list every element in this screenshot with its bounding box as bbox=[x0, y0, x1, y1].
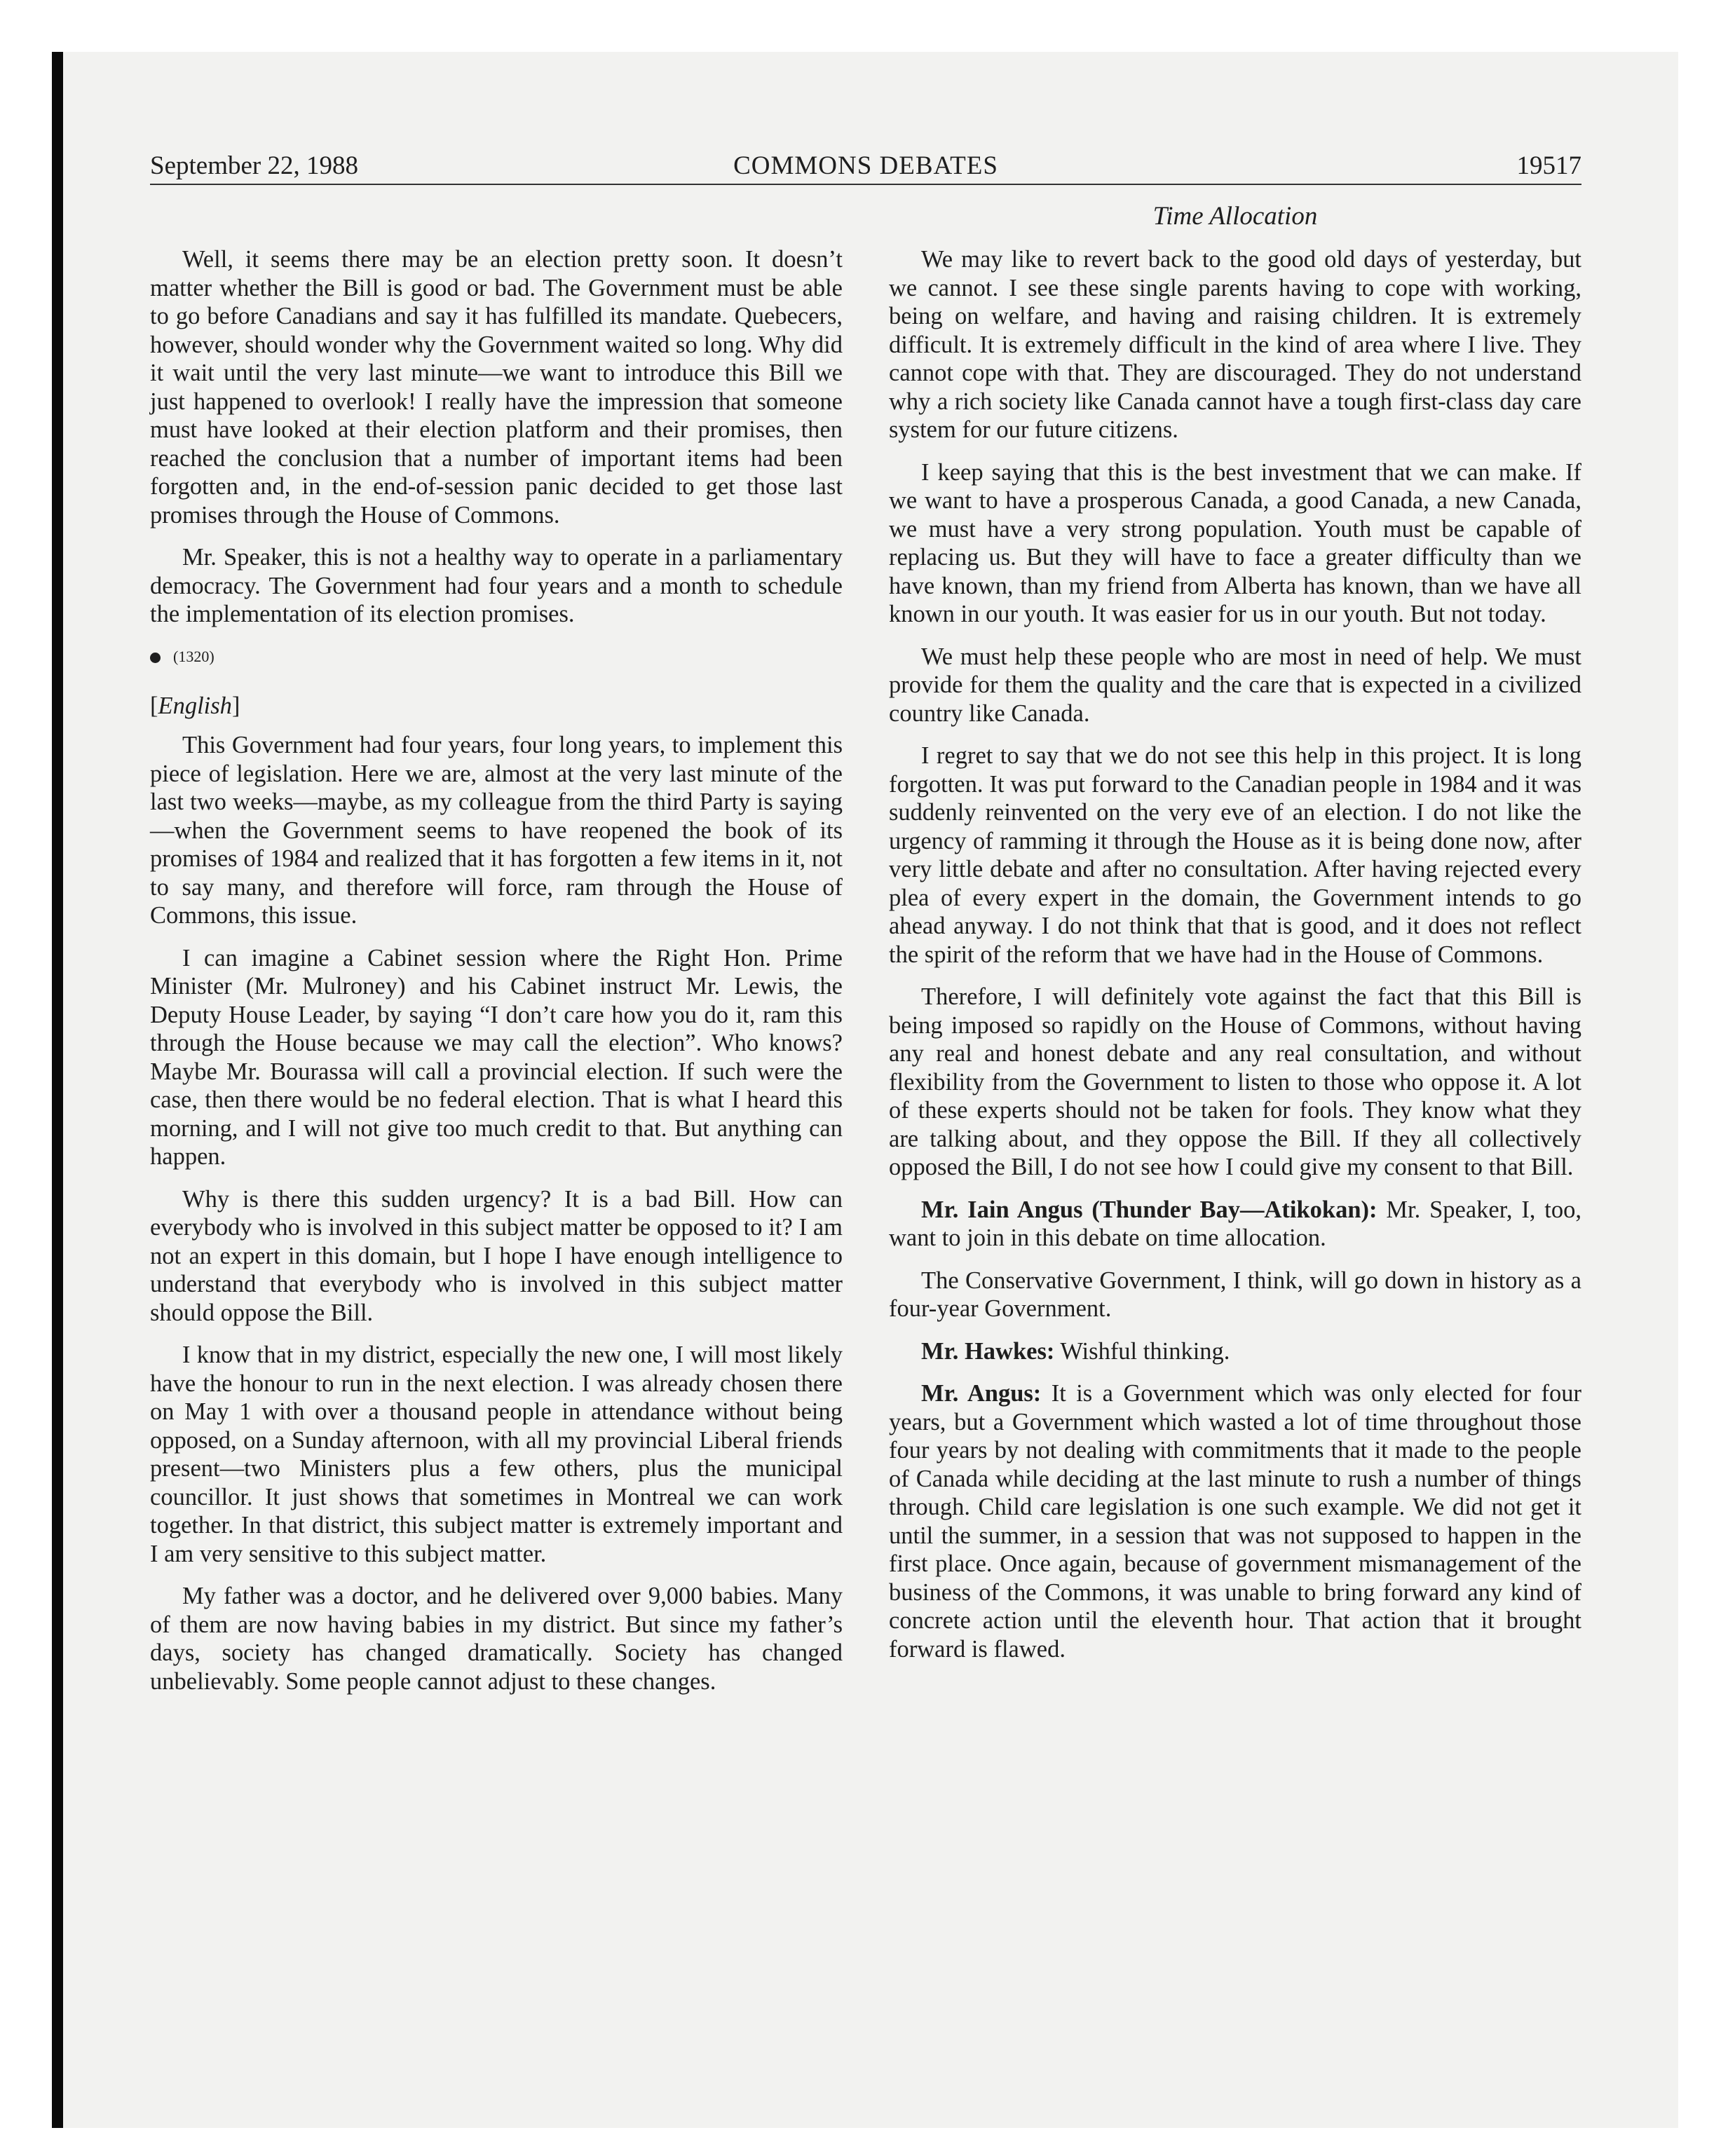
paragraph: The Conservative Government, I think, will go down in history as a four-year Government. bbox=[889, 1267, 1581, 1322]
language-tag: [English] bbox=[150, 692, 240, 719]
paragraph: We must help these people who are most in need of help. We must provide for them the quality and the care that is expected in a civilized country like Canada. bbox=[889, 643, 1581, 727]
page-number: 19517 bbox=[1516, 151, 1581, 180]
speech-text: Wishful thinking. bbox=[1054, 1337, 1230, 1365]
paragraph: Therefore, I will definitely vote against the fact that this Bill is being imposed so rapidly on the House of Commons, without having any real and honest debate and any real consultation, and without flexibility from the Government to listen to those who oppose it. A lot of these experts should not be taken for fools. They know what they are talking about, and they oppose the Bill. If they all collectively opposed the Bill, I do not see how I could give my consent to that Bill. bbox=[889, 983, 1581, 1180]
time-marker bbox=[150, 643, 843, 671]
publication-title: COMMONS DEBATES bbox=[733, 151, 998, 180]
speech-paragraph bbox=[889, 1196, 1581, 1253]
speaker-name: Mr. Iain Angus (Thunder Bay—Atikokan): bbox=[921, 1196, 1377, 1223]
paragraph: Well, it seems there may be an election pretty soon. It doesn’t matter whether the Bill is good or bad. The Government must be able to go before Canadians and say it has fulfilled its mandate. Quebecers, however, should wonder why the Government waited so long. Why did it wait until the very last minute—we want to introduce this Bill we just happened to overlook! I really have the impression that someone must have looked at their election platform and their promises, then reached the conclusion that a number of important items had been forgotten and, in the end-of-session panic decided to get those last promises through the House of Commons. bbox=[150, 246, 843, 528]
bullet-icon bbox=[150, 653, 161, 663]
paragraph: I keep saying that this is the best investment that we can make. If we want to have a prosperous Canada, a good Canada, a new Canada, we must have a very strong population. Youth must be capable of replacing us. But they will have to face a greater difficulty than we have known, than my friend from Alberta has known, than we have all known in our youth. It was easier for us in our youth. But not today. bbox=[889, 458, 1581, 627]
paragraph: We may like to revert back to the good old days of yesterday, but we cannot. I see these single parents having to cope with working, being on welfare, and having and raising children. It is extremely difficult. It is extremely difficult in the kind of area where I live. They cannot cope with that. They are discouraged. They do not understand why a rich society like Canada cannot have a tough first-class day care system for our future citizens. bbox=[889, 246, 1581, 443]
section-title: Time Allocation bbox=[1152, 202, 1318, 231]
paragraph: I know that in my district, especially the new one, I will most likely have the honour to run in the next election. I was already chosen there on May 1 with over a thousand people in attendance without being opposed, on a Sunday afternoon, with all my provincial Liberal friends present—two Ministers plus a few others, plus the municipal councillor. It just shows that sometimes in Montreal we can work together. In that district, this subject matter is extremely important and I am very sensitive to this subject matter. bbox=[150, 1342, 843, 1567]
paragraph: Mr. Speaker, this is not a healthy way to operate in a parliamentary democracy. The Government had four years and a month to schedule the implementation of its election promises. bbox=[150, 544, 843, 627]
paragraph: I regret to say that we do not see this help in this project. It is long forgotten. It was put forward to the Canadian people in 1984 and it was suddenly reinvented on the very eve of an election. I do not like the urgency of ramming it through the House as it is being done now, after very little debate and after no consultation. After having rejected every plea of every expert in the domain, the Government intends to go ahead anyway. I do not think that that is good, and it does not reflect the spirit of the reform that we have had in the House of Commons. bbox=[889, 742, 1581, 968]
paragraph: Why is there this sudden urgency? It is a bad Bill. How can everybody who is involved in this subject matter be opposed to it? I am not an expert in this domain, but I hope I have enough intelligence to understand that everybody who is involved in this subject matter should oppose the Bill. bbox=[150, 1185, 843, 1326]
language-tag-label: English bbox=[158, 692, 232, 719]
paragraph: I can imagine a Cabinet session where the Right Hon. Prime Minister (Mr. Mulroney) and his Cabinet instruct Mr. Lewis, the Deputy House Leader, by saying “I don’t care how you do it, ram this through the House because we may call the election”. Who knows? Maybe Mr. Bourassa will call a provincial election. If such were the case, then there would be no federal election. That is what I heard this morning, and I will not give too much credit to that. But anything can happen. bbox=[150, 944, 843, 1170]
left-column bbox=[150, 245, 843, 1710]
right-column bbox=[889, 245, 1581, 1677]
paragraph: This Government had four years, four long years, to implement this piece of legislation. Here we are, almost at the very last minute of the last two weeks—maybe, as my colleague from the third Party is saying—when the Government seems to have reopened the book of its promises of 1984 and realized that it has forgotten a few items in it, not to say many, and therefore will force, ram through the House of Commons, this issue. bbox=[150, 732, 843, 929]
page-header bbox=[150, 149, 1581, 185]
paragraph: My father was a doctor, and he delivered over 9,000 babies. Many of them are now having babies in my district. But since my father’s days, society has changed dramatically. Society has changed unbelievably. Some people cannot adjust to these changes. bbox=[150, 1583, 843, 1695]
speaker-name: Mr. Angus: bbox=[921, 1380, 1042, 1407]
time-marker-label: (1320) bbox=[173, 647, 215, 665]
speech-paragraph bbox=[889, 1379, 1581, 1663]
speech-paragraph bbox=[889, 1337, 1581, 1366]
speech-text: Mr. Speaker, I, too, want to join in this debate on time allocation. bbox=[889, 1196, 1581, 1251]
speech-text: It is a Government which was only elected for four years, but a Government which wasted a lot of time throughout those four years by not dealing with commitments that it made to the people of Canada while deciding at the last minute to rush a number of things through. Child care legislation is one such example. We did not get it until the summer, in a session that was not supposed to happen in the first place. Once again, because of government mismanagement of the business of the Commons, it was unable to bring forward any kind of concrete action until the eleventh hour. That action that it brought forward is flawed. bbox=[889, 1380, 1581, 1663]
header-date: September 22, 1988 bbox=[150, 151, 358, 180]
speaker-name: Mr. Hawkes: bbox=[921, 1337, 1055, 1365]
